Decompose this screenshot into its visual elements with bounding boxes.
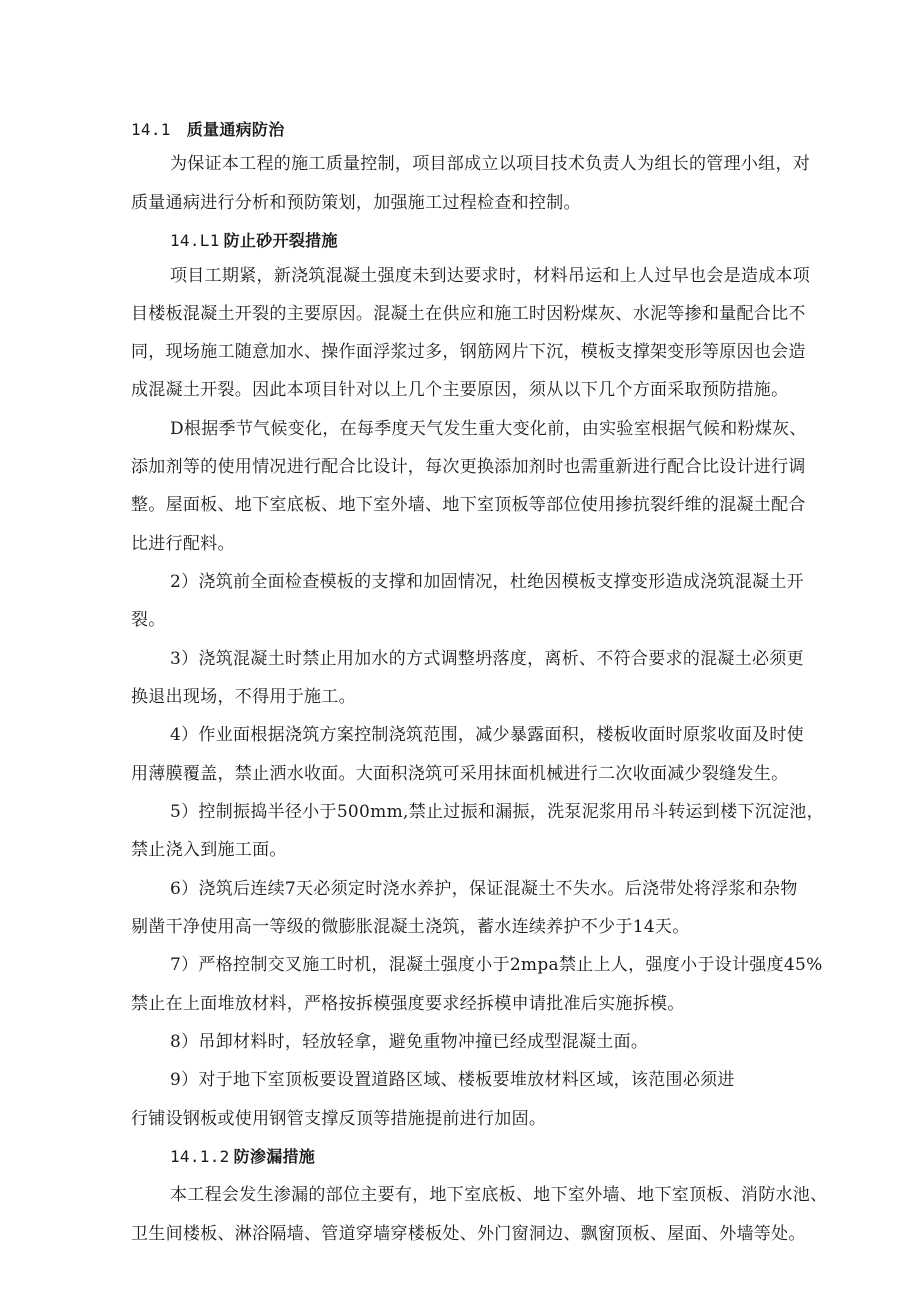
list-item-line: 7）严格控制交叉施工时机，混凝土强度小于2mpa禁止上人，强度小于设计强度45% [170,955,823,975]
list-item-line: 9）对于地下室顶板要设置道路区域、楼板要堆放材料区域，该范围必须进 [170,1070,735,1090]
section-intro-line: 质量通病进行分析和预防策划，加强施工过程检查和控制。 [131,193,581,213]
list-item-line: 8）吊卸材料时，轻放轻拿，避免重物冲撞已经成型混凝土面。 [170,1032,649,1052]
list-item-line: D根据季节气候变化，在每季度天气发生重大变化前，由实验室根据气候和粉煤灰、 [170,419,807,439]
section-number: 14.1 [131,120,171,139]
subsection-number: 14.1.2 [170,1147,230,1166]
list-item-line: 裂。 [131,610,166,630]
list-item-line: 行铺设钢板或使用钢管支撑反顶等措施提前进行加固。 [131,1109,547,1129]
subsection-title: 防止砂开裂措施 [223,231,338,250]
subsection-heading [170,1145,315,1169]
list-item-line: 换退出现场，不得用于施工。 [131,687,356,707]
paragraph-line: 本工程会发生渗漏的部位主要有，地下室底板、地下室外墙、地下室顶板、消防水池、 [170,1185,828,1205]
list-item-line: 4）作业面根据浇筑方案控制浇筑范围，减少暴露面积，楼板收面时原浆收面及时使 [170,725,804,745]
list-item-line: 6）浇筑后连续7天必须定时浇水养护，保证混凝土不失水。后浇带处将浮浆和杂物 [170,879,798,899]
section-title: 质量通病防治 [186,120,285,139]
list-item-line: 禁止浇入到施工面。 [131,840,287,860]
subsection-heading [170,229,338,253]
list-item-line: 5）控制振捣半径小于500mm,禁止过振和漏振，洗泵泥浆用吊斗转运到楼下沉淀池， [170,802,824,822]
list-item-line: 禁止在上面堆放材料，严格按拆模强度要求经拆模申请批准后实施拆模。 [131,994,685,1014]
subsection-number: 14.L1 [170,231,220,250]
list-item-line: 2）浇筑前全面检查模板的支撑和加固情况，杜绝因模板支撑变形造成浇筑混凝土开 [170,572,804,592]
paragraph-line: 成混凝土开裂。因此本项目针对以上几个主要原因，须从以下几个方面采取预防措施。 [131,380,789,400]
list-item-line: 3）浇筑混凝土时禁止用加水的方式调整坍落度，离析、不符合要求的混凝土必须更 [170,649,804,669]
list-item-line: 比进行配料。 [131,534,235,554]
subsection-title: 防渗漏措施 [233,1147,316,1166]
section-intro-line: 为保证本工程的施工质量控制，项目部成立以项目技术负责人为组长的管理小组，对 [170,154,811,174]
list-item-line: 整。屋面板、地下室底板、地下室外墙、地下室顶板等部位使用掺抗裂纤维的混凝土配合 [131,495,806,515]
section-heading [131,118,285,142]
list-item-line: 用薄膜覆盖，禁止洒水收面。大面积浇筑可采用抹面机械进行二次收面减少裂缝发生。 [131,764,789,784]
list-item-line: 添加剂等的使用情况进行配合比设计，每次更换添加剂时也需重新进行配合比设计进行调 [131,457,806,477]
paragraph-line: 卫生间楼板、淋浴隔墙、管道穿墙穿楼板处、外门窗洞边、飘窗顶板、屋面、外墙等处。 [131,1224,806,1244]
paragraph-line: 项目工期紧，新浇筑混凝土强度未到达要求时，材料吊运和上人过早也会是造成本项 [170,266,811,286]
paragraph-line: 同，现场施工随意加水、操作面浮浆过多，钢筋网片下沉，模板支撑架变形等原因也会造 [131,342,806,362]
list-item-line: 剔凿干净使用高一等级的微膨胀混凝土浇筑，蓄水连续养护不少于14天。 [131,917,690,937]
paragraph-line: 目楼板混凝土开裂的主要原因。混凝土在供应和施工时因粉煤灰、水泥等掺和量配合比不 [131,304,806,324]
